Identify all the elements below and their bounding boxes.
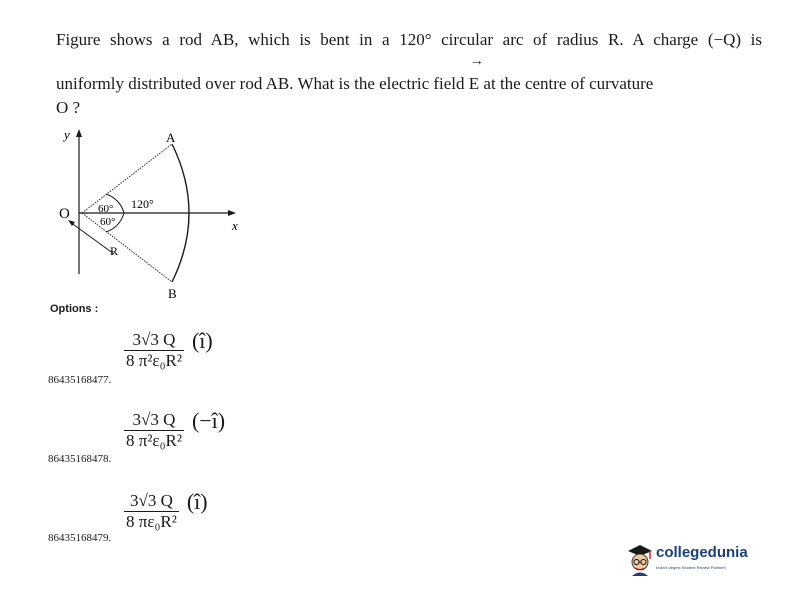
option-3-numerator: 3√3 Q (124, 491, 179, 512)
option-2-id: 86435168478. (48, 453, 112, 465)
option-1-id: 86435168477. (48, 374, 112, 386)
option-1-direction: (î) (191, 327, 213, 353)
option-2-numerator: 3√3 Q (124, 410, 184, 431)
label-r: R (110, 244, 119, 258)
logo-tagline: India's largest Student Review Platform (656, 565, 726, 570)
question-line-1: Figure shows a rod AB, which is bent in a 120° circular arc of radius R. A charge (−Q) is (56, 30, 762, 49)
option-2-fraction (124, 410, 184, 451)
vector-e (468, 54, 484, 96)
label-angle-60-bottom: 60° (100, 216, 116, 228)
x-axis-arrow-icon (228, 210, 236, 216)
label-o: O (59, 206, 70, 222)
collegedunia-logo (626, 540, 766, 580)
option-2-direction: (−î) (191, 407, 226, 433)
options-heading: Options : (50, 303, 99, 315)
option-1-fraction (124, 330, 184, 371)
question-line-2-start: uniformly distributed over rod AB. What is the electric field (56, 74, 469, 93)
option-2-formula[interactable] (124, 407, 226, 451)
option-3-formula[interactable] (124, 488, 208, 532)
radius-oa (82, 144, 172, 213)
option-1-denominator: 8 π²ε₀R² (126, 351, 182, 370)
label-a: A (166, 130, 176, 145)
option-3-denominator: 8 πε₀R² (126, 512, 177, 531)
option-2-denominator: 8 π²ε₀R² (126, 431, 182, 450)
logo-brand: collegedunia (656, 544, 748, 561)
radius-ob (82, 213, 172, 282)
question-line-2-end: at the centre of curvature (479, 74, 654, 93)
label-angle-60-top: 60° (98, 203, 114, 215)
label-y: y (64, 127, 70, 142)
vector-e-symbol: E (468, 74, 480, 93)
label-angle-120: 120° (131, 197, 154, 211)
label-x: x (232, 218, 238, 233)
option-3-fraction (124, 491, 179, 532)
vector-arrow-icon: → (469, 54, 484, 69)
y-axis-arrow-icon (76, 129, 82, 137)
option-3-id: 86435168479. (48, 532, 112, 544)
label-b: B (168, 286, 177, 301)
option-3-direction: (î) (186, 488, 208, 514)
option-1-numerator: 3√3 Q (124, 330, 184, 351)
option-1-formula[interactable] (124, 327, 213, 371)
rod-figure (54, 124, 254, 304)
graduate-mascot-icon (626, 542, 654, 576)
question-text (56, 28, 762, 120)
question-line-3: O ? (56, 98, 81, 117)
question-line-2 (56, 54, 762, 96)
